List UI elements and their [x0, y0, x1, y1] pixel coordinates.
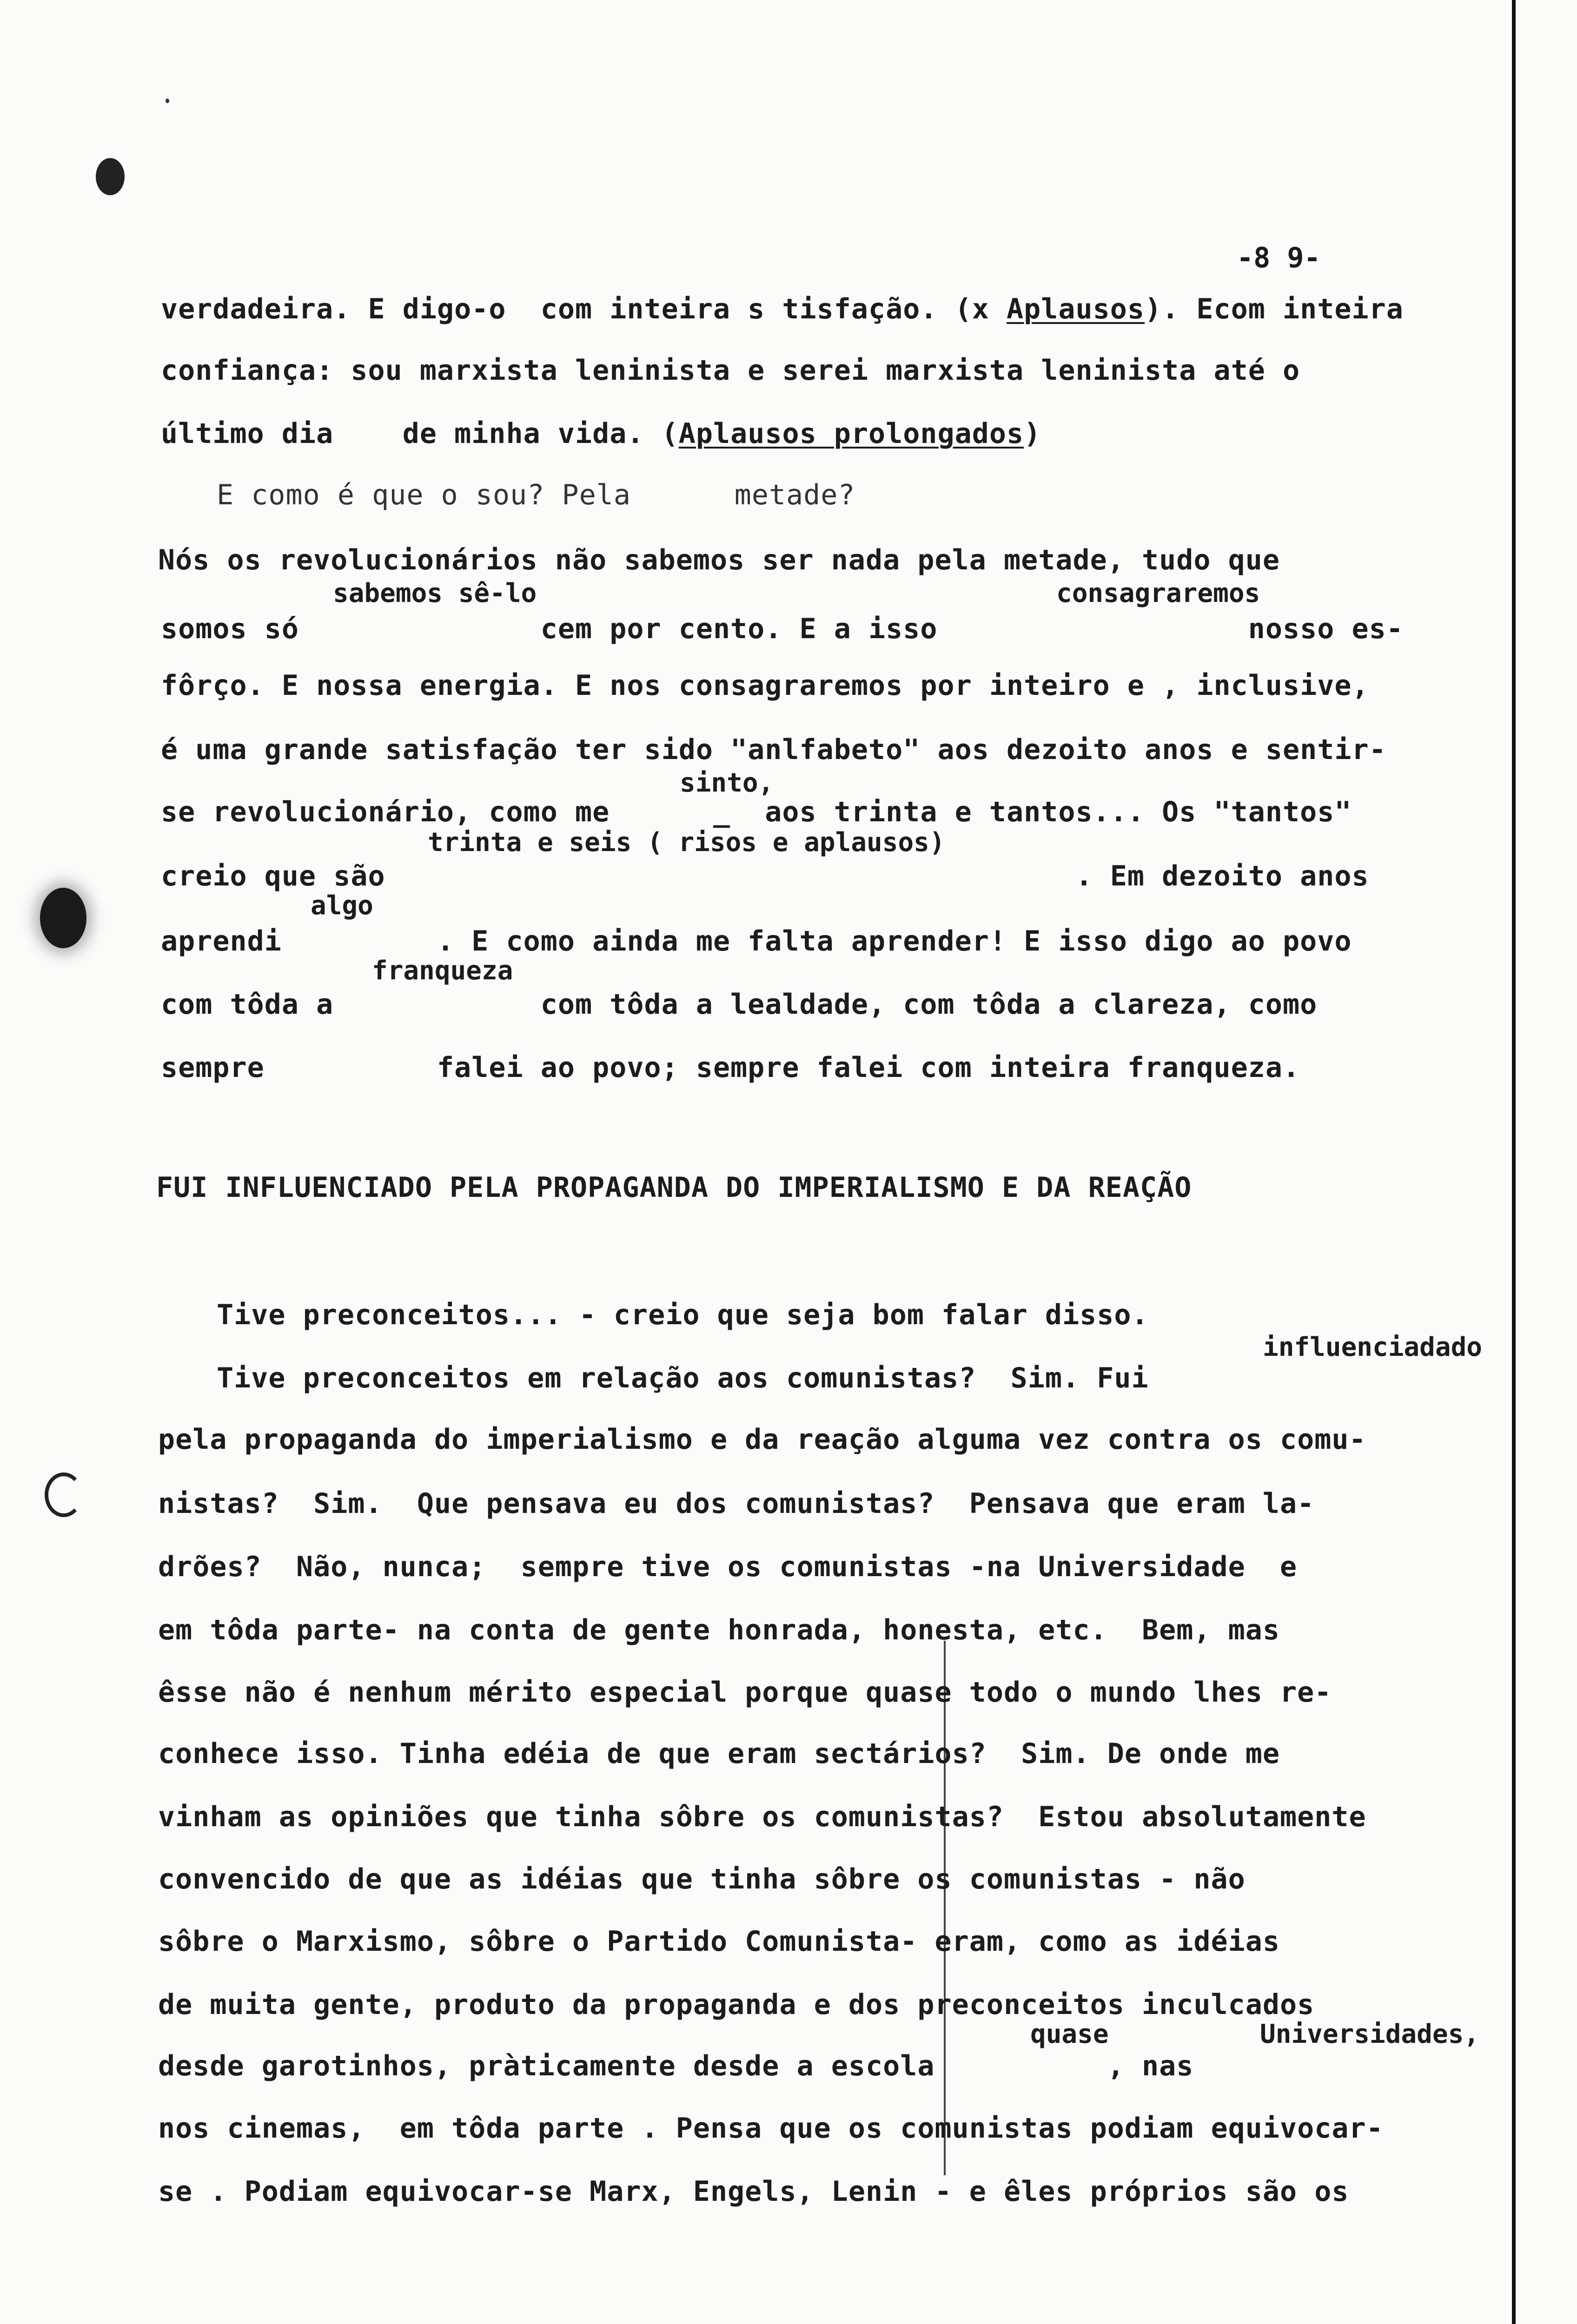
fold-line [944, 1641, 946, 2175]
text-span: ). Ecom intei [1145, 293, 1369, 325]
underlined-text: Aplausos prolongados [678, 417, 1024, 450]
text-line: pela propaganda do imperialismo e da reação alguma vez contra os comu- [158, 1423, 1366, 1456]
insertion-above: algo [311, 891, 373, 921]
text-line: fôrço. E nossa energia. E nos consagraremos por inteiro e , inclusive, [161, 669, 1369, 702]
text-line: nistas? Sim. Que pensava eu dos comunistas? Pensava que eram la- [158, 1487, 1315, 1520]
underlined-text: Aplausos [1007, 293, 1145, 325]
insertion-above: trinta e seis ( risos e aplausos) [428, 827, 945, 858]
text-line: drões? Não, nunca; sempre tive os comunistas -na Universidade e [158, 1551, 1298, 1583]
text-line: se revolucionário, como me _ aos trinta e tantos... Os "tantos" [161, 796, 1352, 828]
text-line: Tive preconceitos em relação aos comunistas? Sim. Fui [217, 1362, 1149, 1394]
text-line: sôbre o Marxismo, sôbre o Partido Comunista- eram, como as idéias [158, 1925, 1280, 1958]
text-line: vinham as opiniões que tinha sôbre os comunistas? Estou absolutamente [158, 1801, 1366, 1833]
text-line: confiança: sou marxista leninista e serei marxista leninista até o [161, 354, 1300, 387]
text-line: com tôda a com tôda a lealdade, com tôda a clareza, como [161, 988, 1318, 1021]
text-line: é uma grande satisfação ter sido "anlfabeto" aos dezoito anos e sentir- [161, 733, 1386, 766]
text-line: aprendi . E como ainda me falta aprender! E isso digo ao povo [161, 925, 1352, 957]
insertion-above: consagraremos [1056, 578, 1260, 608]
insertion-above: influenciadado [1263, 1332, 1483, 1362]
ink-blot-top [96, 158, 125, 195]
text-line: conhece isso. Tinha edéia de que eram sectários? Sim. De onde me [158, 1737, 1280, 1770]
text-line: em tôda parte- na conta de gente honrada, honesta, etc. Bem, mas [158, 1614, 1280, 1646]
text-line: somos só cem por cento. E a isso nosso es- [161, 613, 1404, 645]
text-line [161, 417, 1041, 450]
text-line: convencido de que as idéias que tinha sôbre os comunistas - não [158, 1863, 1246, 1895]
text-line: de muita gente, produto da propaganda e dos preconceitos inculcados [158, 1988, 1315, 2021]
text-line [161, 293, 1404, 325]
strike-mark: x [972, 293, 989, 325]
text-line: Nós os revolucionários não sabemos ser nada pela metade, tudo que [158, 544, 1280, 576]
right-margin-line [1512, 0, 1516, 2324]
insertion-above: Universidades, [1260, 2019, 1480, 2049]
punch-hole-mark-middle [40, 888, 86, 948]
insertion-above: quase [1030, 2019, 1109, 2049]
section-heading: FUI INFLUENCIADO PELA PROPAGANDA DO IMPERIALISMO E DA REAÇÃO [156, 1171, 1192, 1204]
text-span: último dia de minha vida. ( [161, 417, 679, 450]
page-number: -8 9- [1237, 242, 1321, 274]
insertion-above: sinto, [680, 768, 774, 798]
text-line: creio que são . Em dezoito anos [161, 860, 1369, 892]
text-line: se . Podiam equivocar-se Marx, Engels, Lenin - e êles próprios são os [158, 2175, 1349, 2208]
ink-speck [166, 99, 169, 103]
text-span: verdadeira. E digo-o com inteira s tisfação. ( [161, 293, 972, 325]
text-line: sempre falei ao povo; sempre falei com inteira franqueza. [161, 1051, 1300, 1084]
text-span: ) [1024, 417, 1041, 450]
insertion-above: sabemos sê-lo [333, 578, 537, 608]
text-line: Tive preconceitos... - creio que seja bom falar disso. [217, 1299, 1149, 1331]
text-line: êsse não é nenhum mérito especial porque quase todo o mundo lhes re- [158, 1676, 1332, 1709]
text-line: nos cinemas, em tôda parte . Pensa que os comunistas podiam equivocar- [158, 2112, 1384, 2145]
text-line: E como é que o sou? Pela metade? [217, 479, 855, 511]
text-overflow: ra [1369, 293, 1404, 325]
insertion-above: franqueza [372, 956, 513, 986]
punch-hole-ring-lower [45, 1472, 83, 1517]
text-line: desde garotinhos, pràticamente desde a escola , nas [158, 2050, 1194, 2082]
